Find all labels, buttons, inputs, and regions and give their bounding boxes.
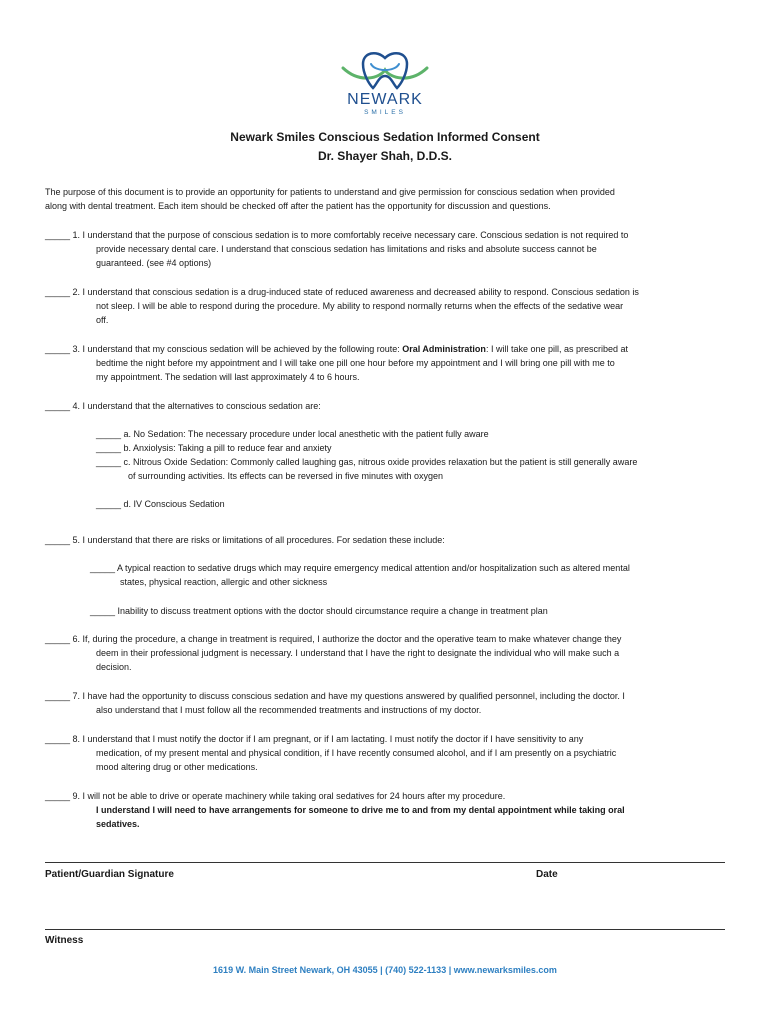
item-6-line-2: deem in their professional judgment is necessary. I understand that I have the right to designate the individual who will make such a bbox=[96, 648, 620, 658]
witness-line[interactable] bbox=[45, 929, 725, 930]
item-2-line-3: off. bbox=[96, 315, 109, 325]
document-title: Newark Smiles Conscious Sedation Informed Consent bbox=[230, 130, 540, 144]
initials-blank[interactable]: _____ bbox=[45, 401, 71, 411]
risk-text: Inability to discuss treatment options with the doctor should circumstance require a change in treatment plan bbox=[117, 606, 548, 616]
item-1-line-2: provide necessary dental care. I understand that conscious sedation has limitations and risks and absolute success cannot be bbox=[96, 244, 597, 254]
consent-item-1 bbox=[45, 228, 628, 243]
item-9-bold-line-1: I understand I will need to have arrangements for someone to drive me to and from my dental appointment while taking oral bbox=[96, 805, 625, 815]
initials-blank[interactable]: _____ bbox=[96, 499, 122, 509]
initials-blank[interactable]: _____ bbox=[45, 791, 71, 801]
witness-label: Witness bbox=[45, 935, 84, 946]
risk-b bbox=[90, 604, 548, 619]
initials-blank[interactable]: _____ bbox=[45, 344, 71, 354]
initials-blank[interactable]: _____ bbox=[45, 287, 71, 297]
item-text: 7. I have had the opportunity to discuss conscious sedation and have my questions answered by qualified personnel, including the doctor. I bbox=[72, 691, 625, 701]
practice-contact-footer: 1619 W. Main Street Newark, OH 43055 | (740) 522-1133 | www.newarksmiles.com bbox=[213, 965, 557, 975]
patient-signature-label: Patient/Guardian Signature bbox=[45, 869, 174, 880]
item-8-line-3: mood altering drug or other medications. bbox=[96, 762, 258, 772]
initials-blank[interactable]: _____ bbox=[45, 634, 71, 644]
consent-item-7 bbox=[45, 689, 625, 704]
item-text: 2. I understand that conscious sedation is a drug-induced state of reduced awareness and decreased ability to respond. Conscious sedation is bbox=[72, 287, 639, 297]
alternative-text: d. IV Conscious Sedation bbox=[123, 499, 225, 509]
intro-line-1: The purpose of this document is to provide an opportunity for patients to understand and give permission for conscious sedation when provided bbox=[45, 187, 615, 197]
initials-blank[interactable]: _____ bbox=[96, 429, 122, 439]
risk-text: A typical reaction to sedative drugs which may require emergency medical attention and/or hospitalization such as altered mental bbox=[117, 563, 630, 573]
item-text: 6. If, during the procedure, a change in treatment is required, I authorize the doctor and the operative team to make whatever change they bbox=[72, 634, 622, 644]
doctor-name: Dr. Shayer Shah, D.D.S. bbox=[317, 149, 453, 163]
logo-subtitle: SMILES bbox=[364, 109, 406, 116]
item-text: 8. I understand that I must notify the doctor if I am pregnant, or if I am lactating. I must notify the doctor if I have sensitivity to any bbox=[72, 734, 584, 744]
alternative-d bbox=[96, 497, 225, 512]
alternative-c-line-2: of surrounding activities. Its effects can be reversed in five minutes with oxygen bbox=[128, 471, 443, 481]
item-text: 1. I understand that the purpose of conscious sedation is to more comfortably receive necessary care. Conscious sedation is not required to bbox=[72, 230, 629, 240]
alternative-text: b. Anxiolysis: Taking a pill to reduce fear and anxiety bbox=[123, 443, 332, 453]
alternative-text: a. No Sedation: The necessary procedure under local anesthetic with the patient fully aware bbox=[123, 429, 489, 439]
consent-item-9 bbox=[45, 789, 505, 804]
alternative-text: c. Nitrous Oxide Sedation: Commonly called laughing gas, nitrous oxide provides relaxation but the patient is still generally aware bbox=[123, 457, 638, 467]
initials-blank[interactable]: _____ bbox=[90, 606, 116, 616]
consent-item-8 bbox=[45, 732, 583, 747]
item-text: 3. I understand that my conscious sedation will be achieved by the following route: bbox=[72, 344, 403, 354]
date-label: Date bbox=[536, 869, 558, 880]
item-3-line-2: bedtime the night before my appointment and I will take one pill one hour before my appointment and I will bring one pill with me to bbox=[96, 358, 615, 368]
signature-line[interactable] bbox=[45, 862, 725, 863]
item-8-line-2: medication, of my present mental and physical condition, if I have recently consumed alcohol, and if I am presently on a psychiatric bbox=[96, 748, 617, 758]
consent-item-3 bbox=[45, 342, 628, 357]
alternative-b bbox=[96, 441, 332, 456]
item-9-bold-line-2: sedatives. bbox=[96, 819, 140, 829]
initials-blank[interactable]: _____ bbox=[45, 734, 71, 744]
initials-blank[interactable]: _____ bbox=[45, 691, 71, 701]
item-7-line-2: also understand that I must follow all the recommended treatments and instructions of my doctor. bbox=[96, 705, 482, 715]
consent-item-2 bbox=[45, 285, 639, 300]
initials-blank[interactable]: _____ bbox=[90, 563, 116, 573]
consent-item-6 bbox=[45, 632, 621, 647]
alternative-c bbox=[96, 455, 637, 470]
logo-wordmark: NEWARK bbox=[347, 91, 423, 108]
item-text: 9. I will not be able to drive or operate machinery while taking oral sedatives for 24 hours after my procedure. bbox=[72, 791, 506, 801]
route-text: Oral Administration bbox=[402, 344, 486, 354]
initials-blank[interactable]: _____ bbox=[96, 457, 122, 467]
consent-item-4 bbox=[45, 399, 321, 414]
item-1-line-3: guaranteed. (see #4 options) bbox=[96, 258, 212, 268]
item-text-cont: : I will take one pill, as prescribed at bbox=[485, 344, 629, 354]
initials-blank[interactable]: _____ bbox=[45, 535, 71, 545]
risk-a bbox=[90, 561, 630, 576]
alternative-a bbox=[96, 427, 489, 442]
item-text: 5. I understand that there are risks or limitations of all procedures. For sedation these include: bbox=[72, 535, 445, 545]
item-6-line-3: decision. bbox=[96, 662, 132, 672]
initials-blank[interactable]: _____ bbox=[45, 230, 71, 240]
item-text: 4. I understand that the alternatives to conscious sedation are: bbox=[72, 401, 321, 411]
initials-blank[interactable]: _____ bbox=[96, 443, 122, 453]
tooth-icon bbox=[335, 48, 435, 94]
consent-item-5 bbox=[45, 533, 445, 548]
intro-line-2: along with dental treatment. Each item should be checked off after the patient has the opportunity for discussion and questions. bbox=[45, 201, 551, 211]
risk-a-line-2: states, physical reaction, allergic and other sickness bbox=[120, 577, 328, 587]
item-3-line-3: my appointment. The sedation will last approximately 4 to 6 hours. bbox=[96, 372, 360, 382]
item-2-line-2: not sleep. I will be able to respond during the procedure. My ability to respond normally returns when the effects of the sedative wear bbox=[96, 301, 624, 311]
newark-smiles-logo bbox=[335, 48, 435, 120]
